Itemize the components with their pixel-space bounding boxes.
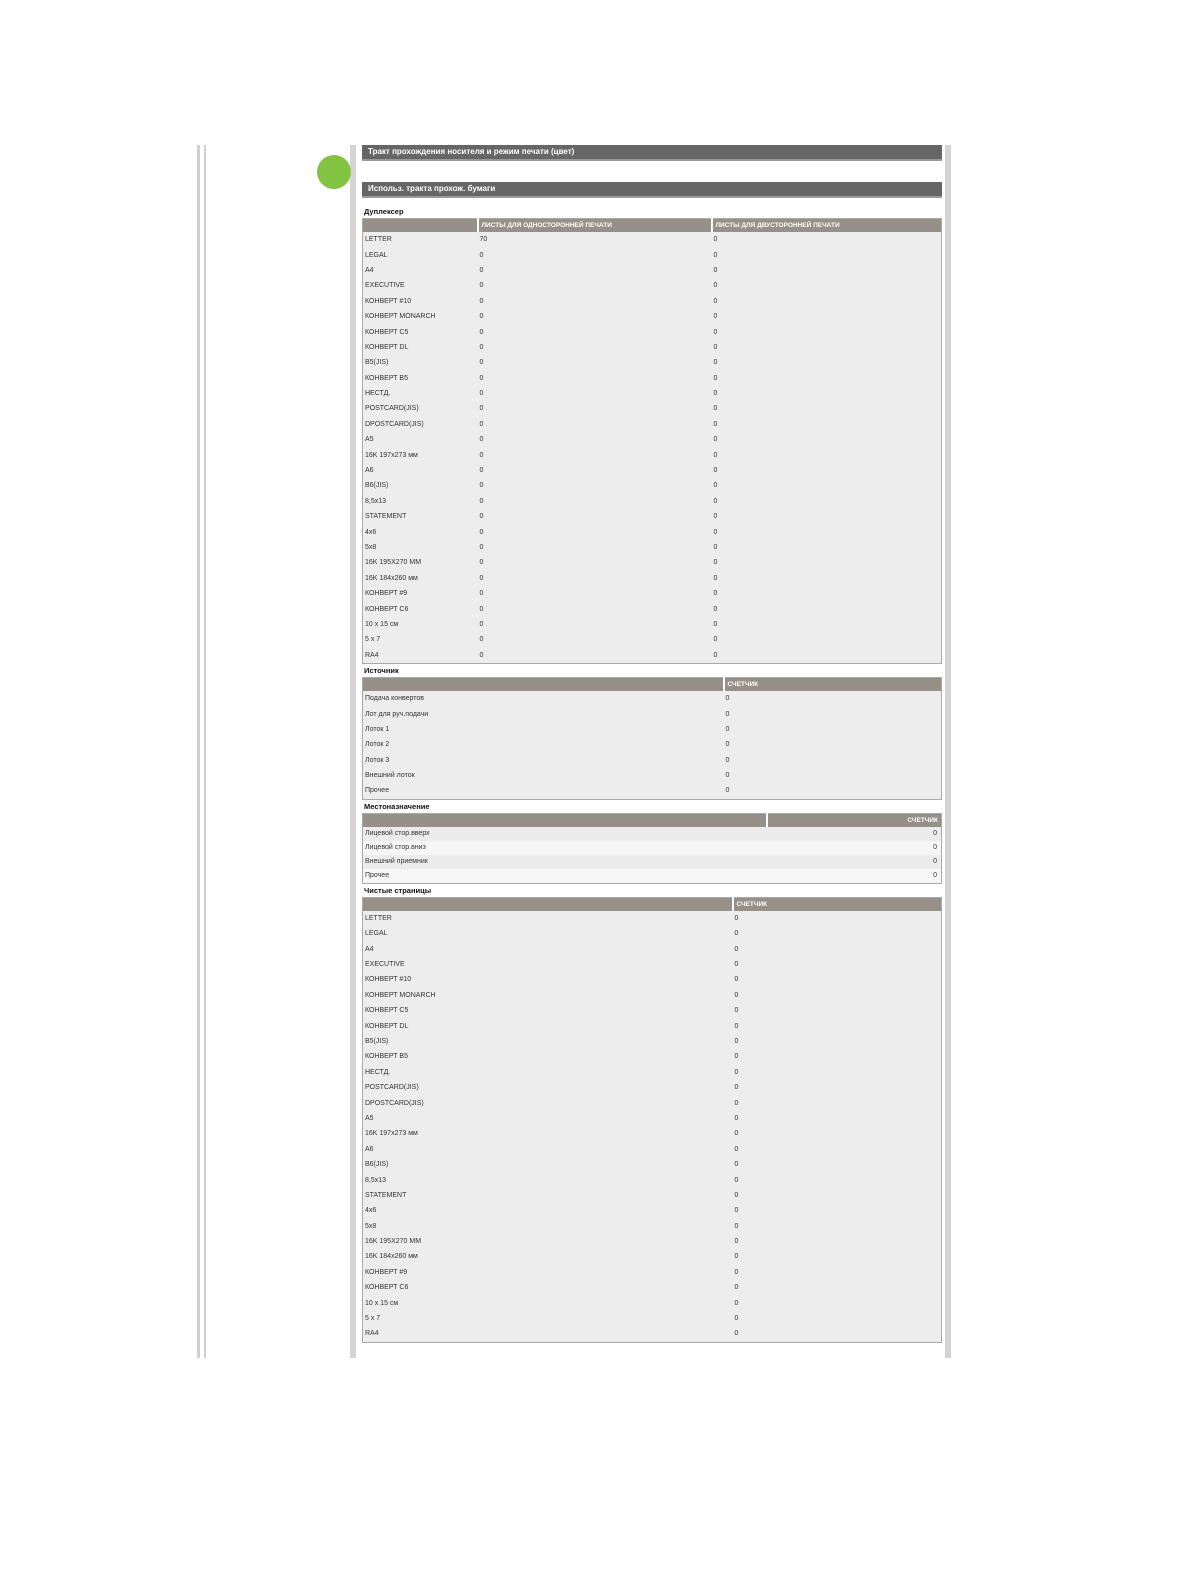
source-title: Источник (364, 665, 399, 675)
row-label: 16K 184x260 мм (365, 574, 418, 582)
table-row (363, 691, 942, 706)
row-value: 0 (479, 390, 484, 398)
table-row (363, 783, 942, 799)
duplexer-col-simplex: ЛИСТЫ ДЛЯ ОДНОСТОРОННЕЙ ПЕЧАТИ (478, 219, 712, 233)
row-value: 0 (734, 1238, 739, 1246)
page-border-left-inner (204, 145, 206, 1358)
row-value: 0 (767, 869, 942, 884)
section-header-media-path: Тракт прохождения носителя и режим печати (цвет) (362, 145, 942, 161)
content-border-left (350, 145, 356, 1358)
table-row (363, 941, 942, 956)
row-label: КОНВЕРТ #9 (365, 590, 408, 598)
row-value: 0 (725, 710, 730, 718)
table-row (363, 841, 942, 855)
table-row (363, 911, 942, 926)
row-label: Лоток 2 (365, 741, 390, 749)
table-row (363, 447, 942, 462)
row-value: 0 (479, 313, 484, 321)
row-label: 5x8 (365, 544, 377, 551)
table-row (363, 586, 942, 601)
row-label: КОНВЕРТ MONARCH (365, 991, 436, 999)
row-value: 0 (734, 1268, 739, 1276)
row-value: 0 (713, 482, 718, 490)
row-value: 0 (479, 374, 484, 382)
row-value: 0 (713, 574, 718, 582)
row-label: Лоток 3 (365, 756, 390, 764)
row-value: 0 (725, 756, 730, 764)
row-label: КОНВЕРТ C6 (365, 605, 409, 613)
duplexer-title: Дуплексер (364, 207, 404, 216)
row-value: 0 (713, 651, 718, 659)
row-label: 16K 184x260 мм (365, 1253, 418, 1261)
table-row (363, 737, 942, 752)
row-value: 0 (713, 251, 718, 259)
blank-pages-col-counter: СЧЕТЧИК (733, 897, 942, 911)
duplexer-col-blank (363, 219, 478, 233)
destination-title: Местоназначение (364, 801, 430, 811)
row-label: EXECUTIVE (365, 282, 405, 290)
row-value: 0 (713, 559, 718, 567)
row-value: 0 (713, 544, 718, 551)
page-border-left (197, 145, 200, 1358)
row-value: 0 (479, 605, 484, 613)
row-value: 0 (713, 343, 718, 351)
table-row (363, 1095, 942, 1110)
row-value: 0 (479, 282, 484, 290)
row-label: КОНВЕРТ #9 (365, 1268, 408, 1276)
row-label: 8,5x13 (365, 497, 387, 505)
table-row (363, 988, 942, 1003)
row-value: 0 (713, 282, 718, 290)
row-label: POSTCARD(JIS) (365, 405, 419, 413)
source-col-counter: СЧЕТЧИК (724, 677, 942, 691)
row-value: 0 (479, 343, 484, 351)
table-row (363, 1172, 942, 1187)
row-label: LEGAL (365, 251, 388, 259)
row-label: КОНВЕРТ #10 (365, 297, 412, 305)
row-value: 0 (479, 266, 484, 274)
row-label: LETTER (365, 914, 392, 922)
row-value: 0 (713, 436, 718, 444)
row-label: 8,5x13 (365, 1176, 387, 1184)
destination-col-counter: СЧЕТЧИК (767, 813, 942, 827)
row-value: 0 (734, 1207, 739, 1215)
row-value: 0 (734, 1315, 739, 1323)
row-label: Прочее (365, 787, 390, 795)
blank-pages-col-blank (363, 897, 733, 911)
row-value: 0 (734, 1222, 739, 1230)
row-label: B6(JIS) (365, 482, 389, 490)
table-row (363, 1188, 942, 1203)
row-value: 0 (734, 1037, 739, 1045)
row-label: A6 (365, 1145, 374, 1153)
table-row (363, 617, 942, 632)
row-value: 0 (479, 651, 484, 659)
table-row (363, 926, 942, 941)
row-label: POSTCARD(JIS) (365, 1084, 419, 1092)
row-value: 0 (734, 1284, 739, 1292)
row-label: DPOSTCARD(JIS) (365, 1099, 424, 1107)
table-row (363, 1126, 942, 1141)
table-row (363, 1295, 942, 1310)
table-row (363, 1142, 942, 1157)
table-row (363, 571, 942, 586)
row-value: 0 (479, 451, 484, 459)
source-col-blank (363, 677, 724, 691)
row-value: 0 (767, 855, 942, 869)
row-label: STATEMENT (365, 513, 407, 521)
row-value: 0 (713, 313, 718, 321)
row-value: 0 (734, 976, 739, 984)
row-label: A4 (365, 945, 374, 953)
row-value: 0 (479, 590, 484, 598)
row-value: 0 (479, 559, 484, 567)
table-row (363, 1311, 942, 1326)
row-value: 0 (734, 991, 739, 999)
row-value: 0 (734, 1253, 739, 1261)
table-row (363, 263, 942, 278)
row-label: B5(JIS) (365, 359, 389, 367)
table-row (363, 294, 942, 309)
table-row (363, 355, 942, 370)
row-value: 0 (479, 636, 484, 644)
row-value: 0 (713, 467, 718, 475)
row-value: 0 (479, 328, 484, 336)
row-label: Внешний приемник (363, 855, 767, 869)
row-label: 10 x 15 см (365, 620, 399, 628)
row-value: 0 (734, 1007, 739, 1015)
row-value: 0 (713, 374, 718, 382)
table-row (363, 632, 942, 647)
row-value: 0 (767, 827, 942, 841)
row-value: 0 (713, 497, 718, 505)
table-row (363, 417, 942, 432)
row-value: 0 (479, 420, 484, 428)
table-row (363, 768, 942, 783)
table-row (363, 324, 942, 339)
row-value: 0 (713, 420, 718, 428)
row-value: 0 (479, 574, 484, 582)
row-label: Прочее (363, 869, 767, 884)
table-row (363, 1049, 942, 1064)
row-label: LEGAL (365, 930, 388, 938)
row-value: 0 (734, 930, 739, 938)
row-label: A5 (365, 1114, 374, 1122)
row-label: LETTER (365, 236, 392, 244)
row-value: 0 (734, 1114, 739, 1122)
row-value: 0 (734, 1130, 739, 1138)
table-row (363, 601, 942, 616)
row-label: B5(JIS) (365, 1037, 389, 1045)
row-value: 0 (725, 725, 730, 733)
row-label: КОНВЕРТ #10 (365, 976, 412, 984)
row-label: Подача конвертов (365, 695, 424, 703)
table-row (363, 1265, 942, 1280)
row-label: КОНВЕРТ MONARCH (365, 313, 436, 321)
row-value: 0 (725, 695, 730, 703)
row-value: 0 (734, 1053, 739, 1061)
row-value: 0 (734, 1068, 739, 1076)
row-label: КОНВЕРТ C6 (365, 1284, 409, 1292)
row-label: КОНВЕРТ B5 (365, 374, 408, 382)
row-value: 0 (713, 605, 718, 613)
table-row (363, 1018, 942, 1033)
row-value: 0 (734, 1176, 739, 1184)
table-row (363, 1203, 942, 1218)
row-label: STATEMENT (365, 1191, 407, 1199)
row-value: 0 (479, 467, 484, 475)
content-border-right (945, 145, 951, 1358)
row-value: 0 (713, 451, 718, 459)
table-row (363, 432, 942, 447)
row-value: 0 (479, 513, 484, 521)
row-value: 0 (734, 1161, 739, 1169)
table-row (363, 494, 942, 509)
row-label: Лоток 1 (365, 725, 390, 733)
table-row (363, 1003, 942, 1018)
table-row (363, 855, 942, 869)
row-value: 0 (479, 297, 484, 305)
row-value: 0 (713, 620, 718, 628)
row-value: 0 (734, 945, 739, 953)
table-row (363, 278, 942, 293)
row-value: 0 (734, 1299, 739, 1307)
row-value: 0 (725, 772, 730, 780)
table-row (363, 401, 942, 416)
duplexer-col-duplex: ЛИСТЫ ДЛЯ ДВУСТОРОННЕЙ ПЕЧАТИ (712, 219, 942, 233)
row-value: 0 (479, 528, 484, 536)
table-row (363, 232, 942, 247)
row-value: 0 (713, 590, 718, 598)
row-label: RA4 (365, 1330, 379, 1338)
table-row (363, 1326, 942, 1342)
table-row (363, 1234, 942, 1249)
row-value: 0 (479, 497, 484, 505)
row-value: 0 (713, 513, 718, 521)
table-row (363, 1080, 942, 1095)
table-row (363, 386, 942, 401)
row-value: 0 (713, 636, 718, 644)
row-label: КОНВЕРТ C5 (365, 1007, 409, 1015)
table-row (363, 722, 942, 737)
row-label: КОНВЕРТ B5 (365, 1053, 408, 1061)
row-label: 4x6 (365, 1207, 377, 1215)
row-value: 0 (479, 359, 484, 367)
row-value: 0 (734, 1330, 739, 1338)
table-row (363, 753, 942, 768)
row-label: 16K 195X270 MM (365, 1238, 422, 1246)
table-row (363, 524, 942, 539)
row-label: КОНВЕРТ C5 (365, 328, 409, 336)
row-label: 5 x 7 (365, 636, 381, 644)
table-row (363, 247, 942, 262)
table-row (363, 509, 942, 524)
row-value: 0 (713, 236, 718, 244)
table-row (363, 309, 942, 324)
table-row (363, 706, 942, 721)
row-value: 0 (734, 961, 739, 969)
table-row (363, 371, 942, 386)
table-row (363, 972, 942, 987)
row-label: A4 (365, 266, 374, 274)
table-row (363, 1034, 942, 1049)
table-row (363, 1249, 942, 1264)
table-row (363, 1111, 942, 1126)
row-label: Внешний лоток (365, 772, 415, 780)
row-value: 0 (713, 359, 718, 367)
row-value: 0 (713, 328, 718, 336)
destination-col-blank (363, 813, 767, 827)
row-label: КОНВЕРТ DL (365, 1022, 409, 1030)
row-label: НЕСТД. (365, 1068, 391, 1076)
blank-pages-title: Чистые страницы (364, 885, 432, 895)
report-content (362, 145, 942, 1343)
row-value: 0 (734, 1099, 739, 1107)
green-status-dot (317, 155, 351, 189)
row-label: Лицевой стор.вверх (363, 827, 767, 841)
section-header-paper-path: Использ. тракта прохож. бумаги (362, 182, 942, 198)
row-value: 0 (713, 390, 718, 398)
blank-pages-table (362, 897, 942, 1343)
row-value: 0 (767, 841, 942, 855)
row-label: 16K 195X270 MM (365, 559, 422, 567)
row-value: 0 (734, 1191, 739, 1199)
table-row (363, 1218, 942, 1233)
row-label: КОНВЕРТ DL (365, 343, 409, 351)
table-row (363, 957, 942, 972)
row-value: 0 (734, 914, 739, 922)
row-label: 5 x 7 (365, 1315, 381, 1323)
row-value: 0 (725, 787, 730, 795)
row-value: 0 (479, 405, 484, 413)
row-label: 4x6 (365, 528, 377, 536)
row-value: 0 (713, 405, 718, 413)
row-label: 10 x 15 см (365, 1299, 399, 1307)
table-row (363, 478, 942, 493)
duplexer-table (362, 218, 942, 664)
row-value: 0 (479, 436, 484, 444)
table-row (363, 463, 942, 478)
row-label: 16K 197x273 мм (365, 1130, 418, 1138)
table-row (363, 827, 942, 841)
row-label: EXECUTIVE (365, 961, 405, 969)
source-table (362, 677, 942, 800)
row-label: A5 (365, 436, 374, 444)
row-value: 0 (734, 1084, 739, 1092)
table-row (363, 340, 942, 355)
row-label: Лот для руч.подачи (365, 710, 429, 718)
row-value: 0 (479, 544, 484, 551)
row-value: 0 (734, 1145, 739, 1153)
row-label: НЕСТД. (365, 390, 391, 398)
row-label: 16K 197x273 мм (365, 451, 418, 459)
row-value: 0 (479, 482, 484, 490)
row-label: 5x8 (365, 1222, 377, 1230)
row-value: 0 (713, 266, 718, 274)
row-value: 0 (479, 620, 484, 628)
table-row (363, 1065, 942, 1080)
destination-table (362, 813, 942, 884)
table-row (363, 1157, 942, 1172)
table-row (363, 648, 942, 664)
row-value: 0 (713, 528, 718, 536)
row-value: 0 (479, 251, 484, 259)
row-label: DPOSTCARD(JIS) (365, 420, 424, 428)
row-label: RA4 (365, 651, 379, 659)
row-value: 70 (479, 236, 488, 244)
row-label: B6(JIS) (365, 1161, 389, 1169)
row-value: 0 (713, 297, 718, 305)
row-value: 0 (725, 741, 730, 749)
table-row (363, 869, 942, 884)
row-value: 0 (734, 1022, 739, 1030)
table-row (363, 1280, 942, 1295)
row-label: A6 (365, 467, 374, 475)
table-row (363, 555, 942, 570)
row-label: Лицевой стор.вниз (363, 841, 767, 855)
table-row (363, 540, 942, 555)
